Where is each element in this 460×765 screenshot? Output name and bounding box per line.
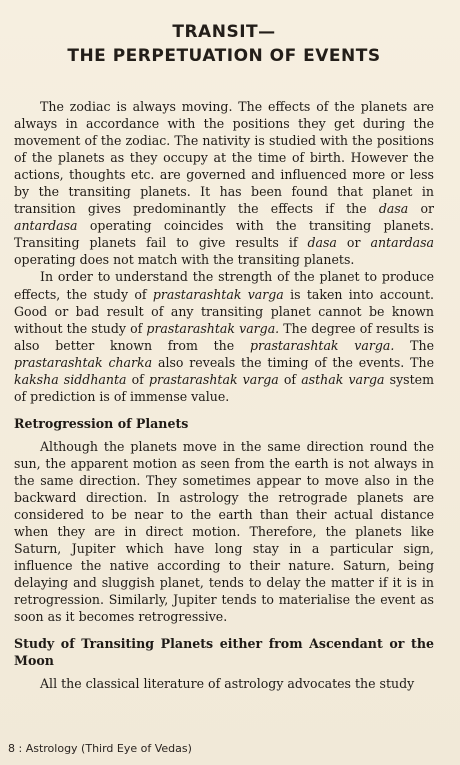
- paragraph-1: [14, 98, 434, 268]
- text-run: The zodiac is always moving. The effects of the planets are always in accordance with the positions they get during the movement of the zodiac. The nativity is studied with the positions of the planets as they occupy at the time of birth. However the actions, thoughts etc. are governed and influenced more or less by the transiting planets. It has been found that planet in transition gives predominantly the effects if the: [14, 99, 434, 217]
- text-run: also reveals the timing of the events. The: [152, 354, 434, 370]
- section-heading-transiting-planets: Study of Transiting Planets either from Ascendant or the Moon: [14, 636, 434, 669]
- italic-term: prastarashtak charka: [14, 354, 153, 370]
- text-run: The: [394, 337, 434, 353]
- chapter-title-line-1: TRANSIT—: [172, 22, 276, 42]
- page-footer: 8 : Astrology (Third Eye of Vedas): [8, 742, 192, 755]
- italic-term: kaksha siddhanta: [14, 371, 127, 387]
- text-run: operating coincides with the transiting planets. Transiting planets fail to give results if: [14, 218, 434, 251]
- text-run: All the classical literature of astrology advocates the study: [40, 676, 415, 692]
- paragraph-4: [14, 675, 434, 692]
- text-run: or: [408, 201, 434, 217]
- italic-term: antardasa: [370, 235, 434, 251]
- text-run: In order to understand the strength of the planet to produce effects, the study of: [14, 269, 434, 302]
- italic-term: prastarashtak varga.: [249, 337, 395, 353]
- italic-term: prastarashtak varga: [148, 371, 279, 387]
- paragraph-3: [14, 438, 434, 626]
- italic-term: antardasa: [14, 218, 78, 234]
- italic-term: dasa: [307, 235, 337, 251]
- text-run: of: [126, 371, 149, 387]
- italic-term: dasa: [378, 201, 409, 217]
- text-run: operating does not match with the transiting planets.: [14, 252, 355, 268]
- chapter-title-line-2: THE PERPETUATION OF EVENTS: [67, 46, 381, 66]
- text-run: system of prediction is of immense value.: [14, 371, 434, 404]
- italic-term: prastarashtak varga.: [146, 320, 280, 336]
- text-run: or: [336, 235, 371, 251]
- text-run: is taken into account. Good or bad result of any transiting planet cannot be known without the study of: [14, 286, 434, 336]
- italic-term: prastarashtak varga: [152, 286, 284, 302]
- chapter-body: [14, 98, 434, 692]
- text-run: Although the planets move in the same direction round the sun, the apparent motion as seen from the earth is not always in the same direction. They sometimes appear to move also in the backward direction. In astrology the retrograde planets are considered to be near to the earth than their actual distance when they are in direct motion. Therefore, the planets like Saturn, Jupiter which have long stay in a particular sign, influence the native according to their nature. Saturn, being delaying and sluggish planet, tends to delay the matter if it is in retrogression. Similarly, Jupiter tends to materialise the event as soon as it becomes retrogressive.: [14, 438, 434, 625]
- section-heading-retrogression: Retrogression of Planets: [14, 415, 189, 431]
- text-run: of: [278, 371, 302, 387]
- paragraph-2: [14, 268, 434, 404]
- text-run: The degree of results is also better known from the: [14, 320, 434, 353]
- chapter-title: [14, 20, 434, 68]
- italic-term: asthak varga: [301, 371, 385, 387]
